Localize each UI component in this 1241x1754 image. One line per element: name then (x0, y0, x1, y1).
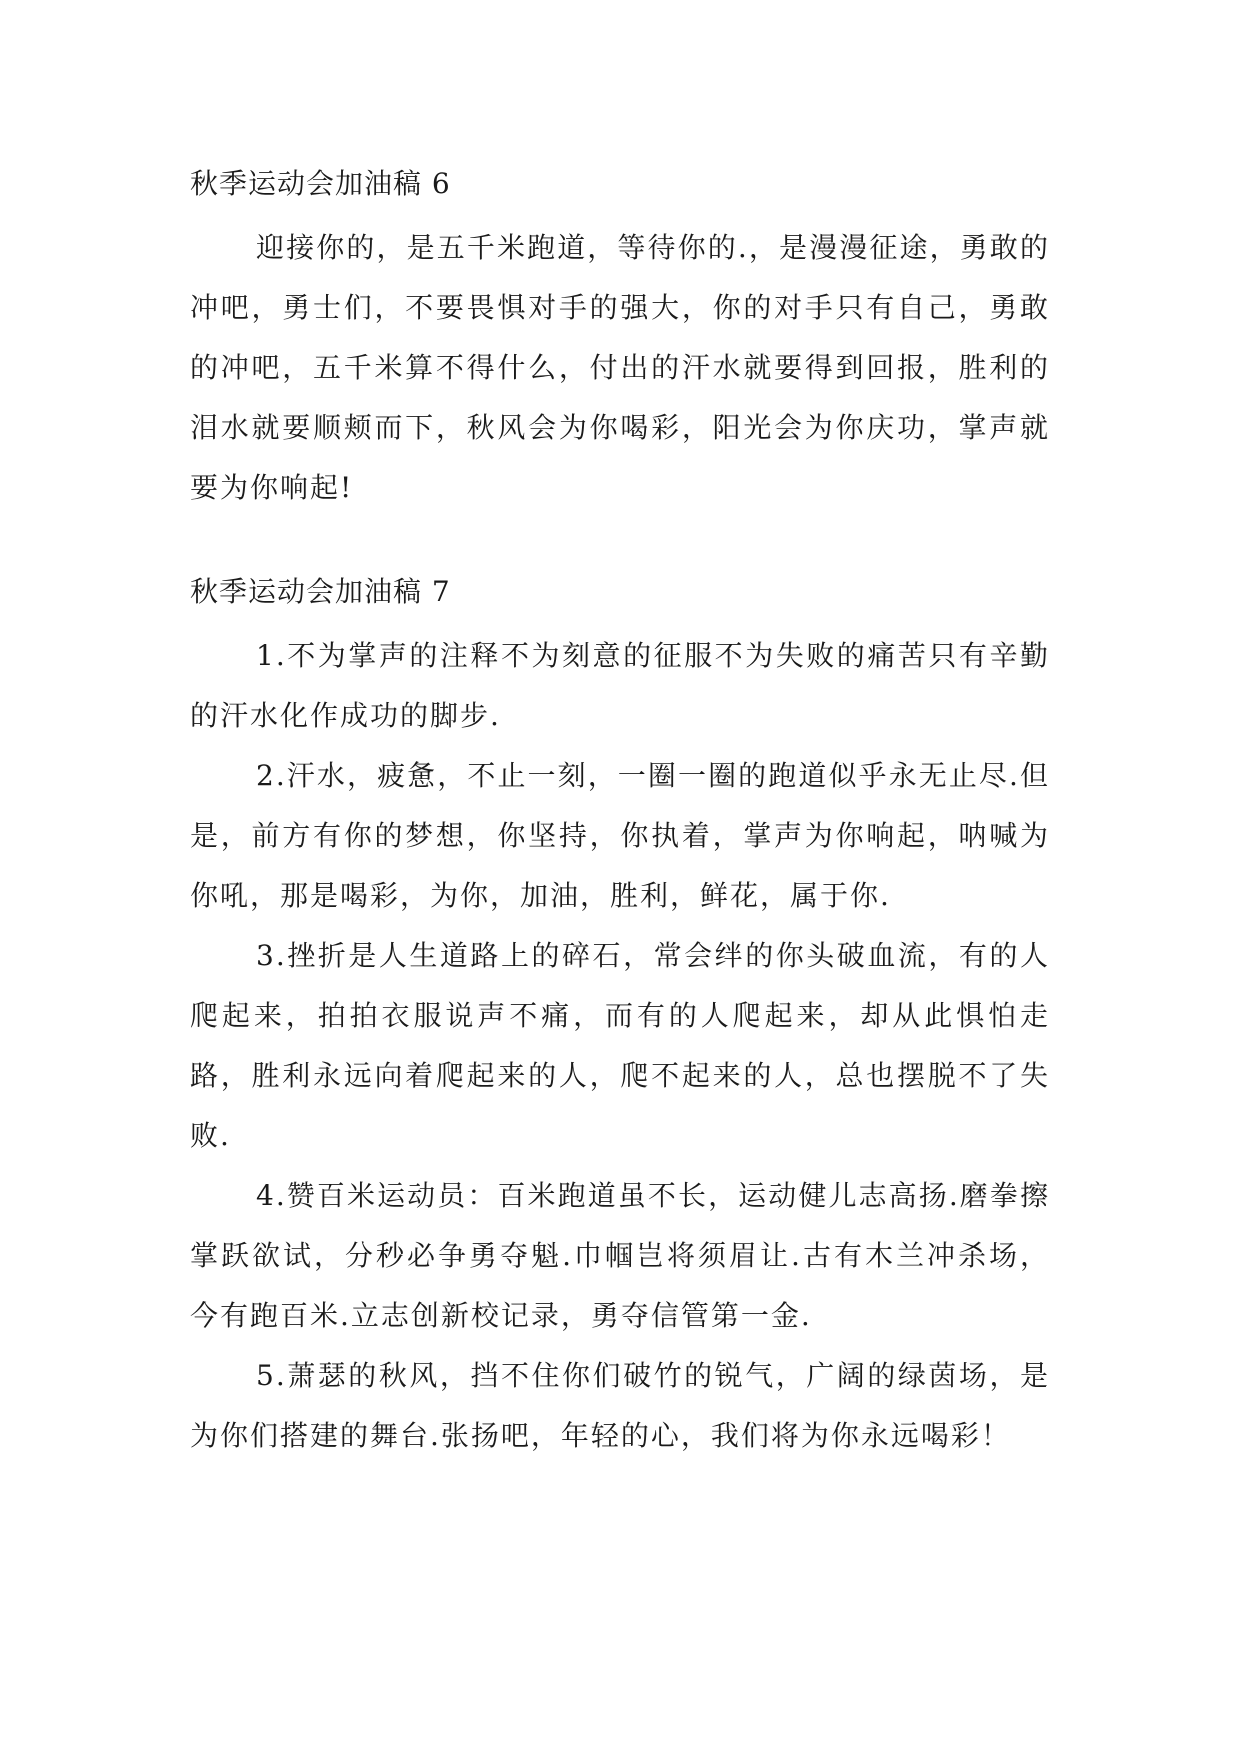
section-title: 秋季运动会加油稿 7 (190, 575, 451, 608)
list-item: 3.挫折是人生道路上的碎石，常会绊的你头破血流，有的人爬起来，拍拍衣服说声不痛，而有的人爬起来，却从此惧怕走路，胜利永远向着爬起来的人，爬不起来的人，总也摆脱不了失败. (190, 939, 1050, 1152)
list-item: 5.萧瑟的秋风，挡不住你们破竹的锐气，广阔的绿茵场，是为你们搭建的舞台.张扬吧，年轻的心，我们将为你永远喝彩！ (190, 1359, 1050, 1452)
list-item: 1.不为掌声的注释不为刻意的征服不为失败的痛苦只有辛勤的汗水化作成功的脚步. (190, 639, 1050, 732)
list-item: 2.汗水，疲惫，不止一刻，一圈一圈的跑道似乎永无止尽.但是，前方有你的梦想，你坚持，你执着，掌声为你响起，呐喊为你吼，那是喝彩，为你，加油，胜利，鲜花，属于你. (190, 759, 1050, 912)
list-item: 4.赞百米运动员：百米跑道虽不长，运动健儿志高扬.磨拳擦掌跃欲试，分秒必争勇夺魁.巾帼岂将须眉让.古有木兰冲杀场，今有跑百米.立志创新校记录，勇夺信管第一金. (190, 1179, 1050, 1332)
section-title: 秋季运动会加油稿 6 (190, 167, 451, 200)
cheer-section-7 (190, 572, 1050, 1466)
paragraph: 迎接你的，是五千米跑道，等待你的.，是漫漫征途，勇敢的冲吧，勇士们，不要畏惧对手的强大，你的对手只有自己，勇敢的冲吧，五千米算不得什么，付出的汗水就要得到回报，胜利的泪水就要顺颊而下，秋风会为你喝彩，阳光会为你庆功，掌声就要为你响起! (190, 231, 1050, 504)
cheer-section-6 (190, 164, 1050, 518)
